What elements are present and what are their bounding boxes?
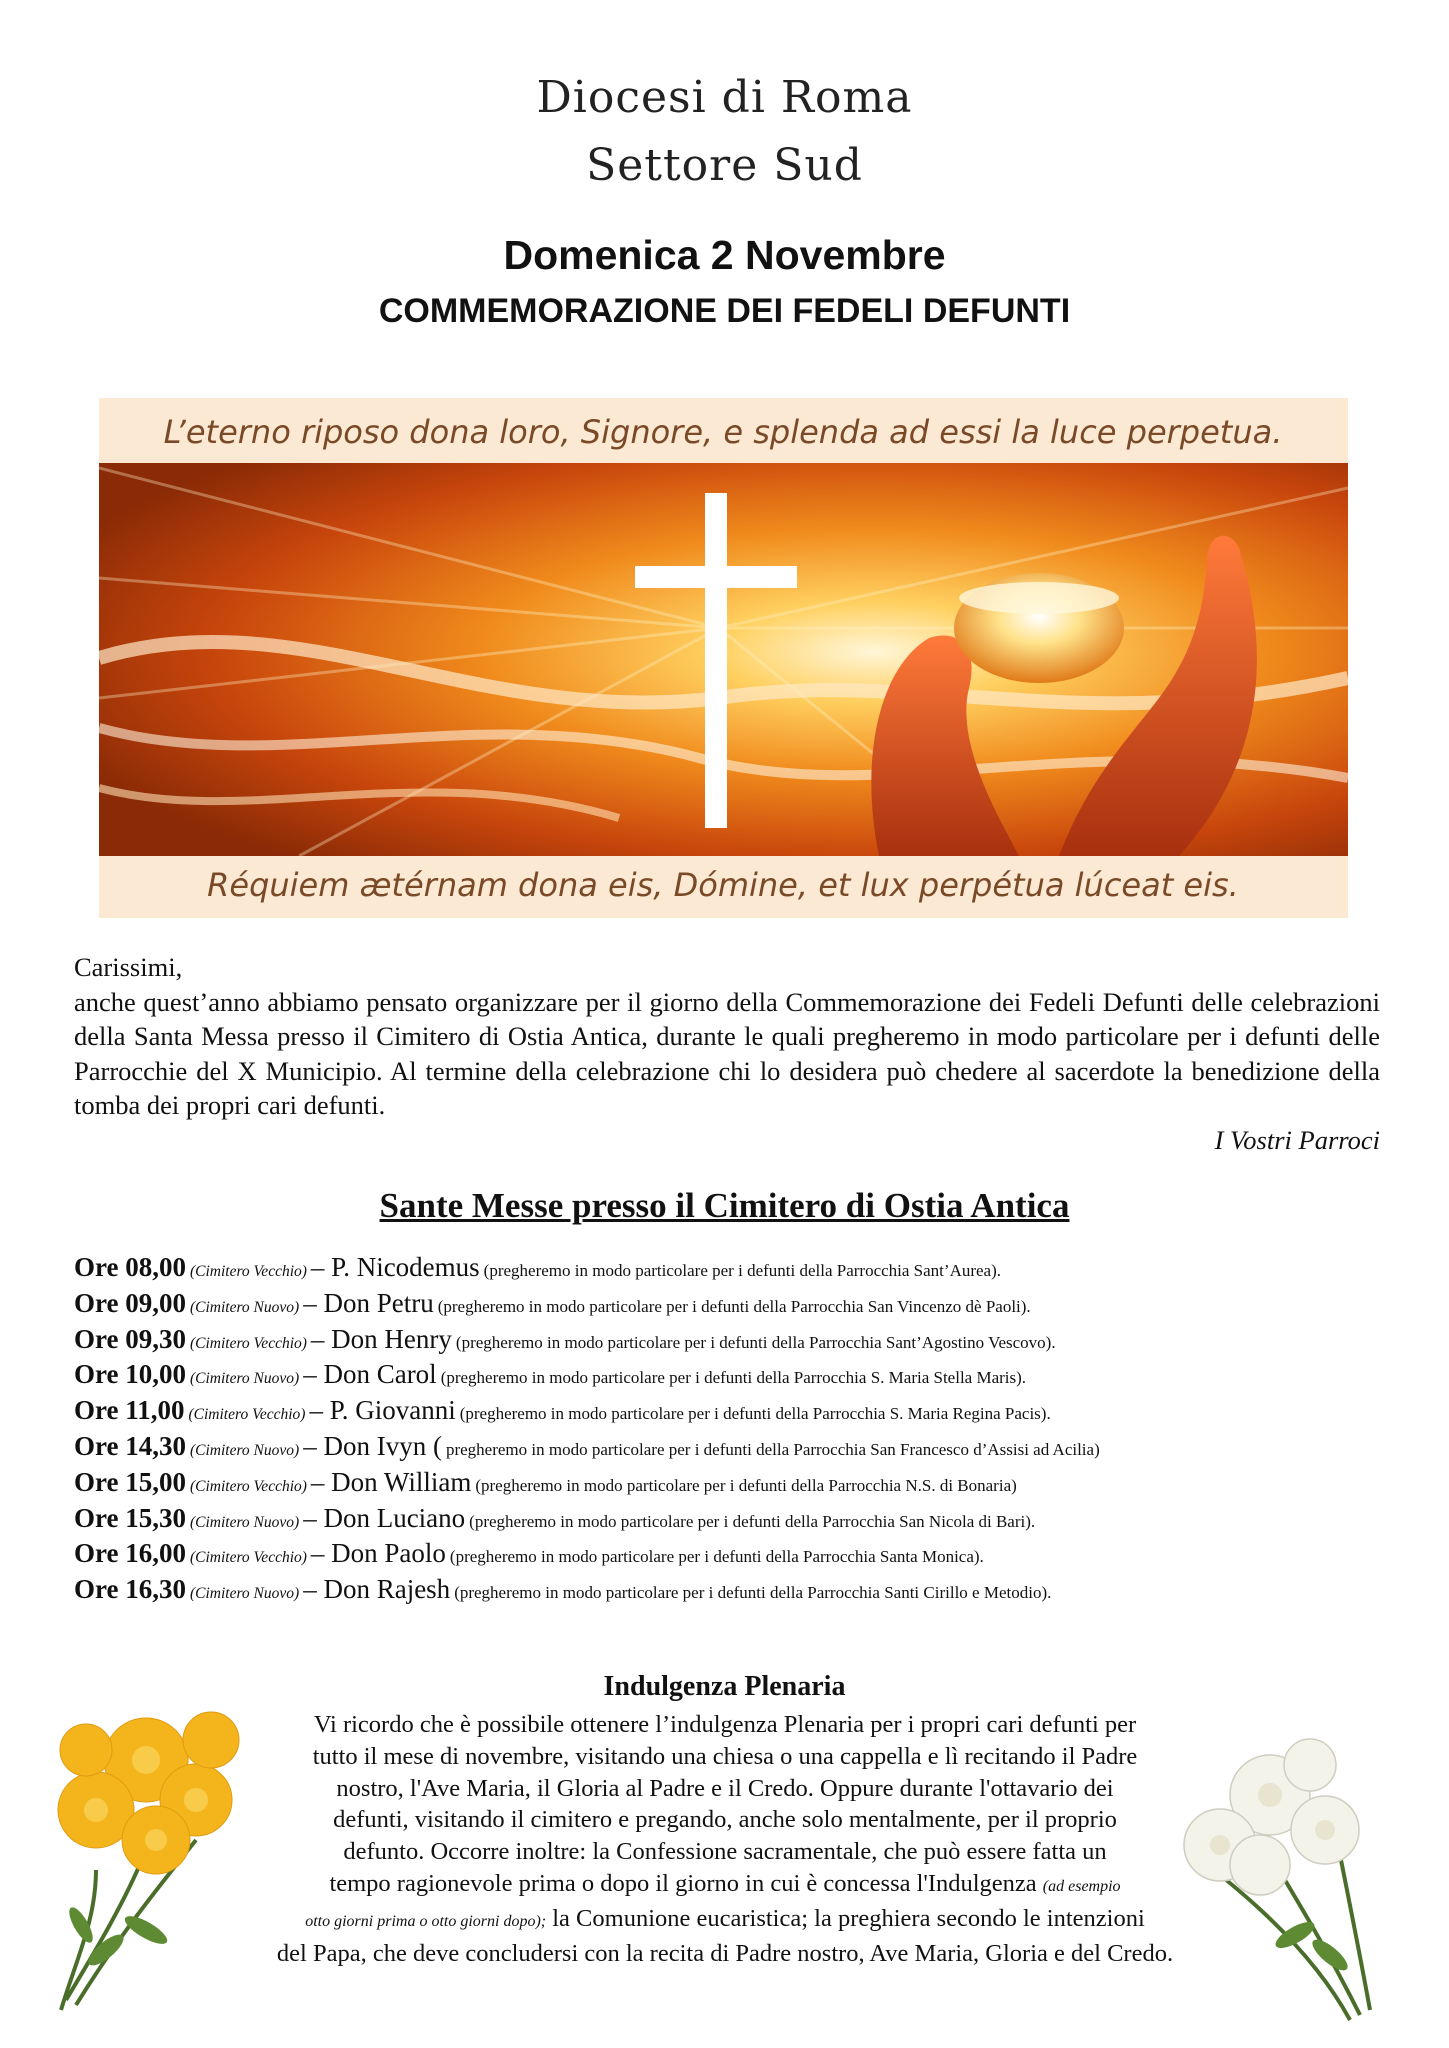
indulgence-line: defunto. Occorre inoltre: la Confessione sacramentale, che può essere fatta un: [343, 1838, 1107, 1866]
page-subtitle: COMMEMORAZIONE DEI FEDELI DEFUNTI: [378, 292, 1071, 330]
mass-priest: Don Paolo: [331, 1538, 446, 1569]
mass-row: [74, 1572, 1414, 1608]
mass-description: (pregheremo in modo particolare per i defunti della Parrocchia Sant’Aurea).: [483, 1261, 1002, 1280]
mass-row: [74, 1250, 1414, 1286]
mass-time: Ore 11,00: [74, 1395, 185, 1426]
mass-description: (pregheremo in modo particolare per i defunti della Parrocchia S. Maria Stella Maris).: [440, 1368, 1027, 1388]
banner-illustration: [99, 398, 1348, 918]
mass-row: [74, 1322, 1414, 1358]
mass-time: Ore 16,30: [74, 1574, 186, 1605]
mass-dash: –: [310, 1252, 332, 1282]
letter-greeting: Carissimi,: [74, 952, 183, 982]
mass-location: (Cimitero Nuovo): [189, 1298, 300, 1316]
mass-location: (Cimitero Nuovo): [189, 1370, 300, 1388]
mass-priest: Don William: [331, 1466, 472, 1497]
mass-time: Ore 16,00: [74, 1538, 186, 1569]
indulgence-line: del Papa, che deve concludersi con la recita di Padre nostro, Ave Maria, Gloria e del Credo.: [276, 1939, 1174, 1967]
masses-title: Sante Messe presso il Cimitero di Ostia Antica: [379, 1186, 1070, 1225]
mass-time: Ore 15,30: [74, 1502, 186, 1533]
mass-description: pregheremo in modo particolare per i defunti della Parrocchia San Francesco d’Assisi ad Acilia): [445, 1439, 1100, 1459]
mass-priest: Don Petru: [323, 1287, 434, 1318]
mass-priest: Don Henry: [331, 1323, 452, 1354]
mass-description: (pregheremo in modo particolare per i defunti della Parrocchia Sant’Agostino Vescovo).: [455, 1332, 1056, 1352]
mass-dash: –: [309, 1395, 330, 1426]
indulgence-line: defunti, visitando il cimitero e pregando, anche solo mentalmente, per il proprio: [333, 1806, 1117, 1834]
mass-description: (pregheremo in modo particolare per i defunti della Parrocchia San Nicola di Bari).: [469, 1511, 1036, 1531]
white-flowers: [1160, 1725, 1400, 2030]
indulgence-line6-main: tempo ragionevole prima o dopo il giorno in cui è concessa l'Indulgenza: [329, 1869, 1037, 1897]
yellow-flowers-icon: [36, 1700, 266, 2020]
indulgence-line: Vi ricordo che è possibile ottenere l’indulgenza Plenaria per i propri cari defunti per: [313, 1711, 1137, 1738]
mass-time: Ore 15,00: [74, 1466, 186, 1497]
indulgence-line: [140, 1868, 1310, 1903]
mass-dash: –: [310, 1538, 332, 1569]
mass-dash: –: [303, 1502, 324, 1533]
mass-location: (Cimitero Vecchio): [189, 1549, 307, 1567]
letter-signature: I Vostri Parroci: [1214, 1124, 1380, 1155]
indulgence-text: [140, 1709, 1310, 1969]
indulgence-line7-small: otto giorni prima o otto giorni dopo);: [305, 1912, 547, 1930]
mass-description: (pregheremo in modo particolare per i defunti della Parrocchia S. Maria Regina Pacis).: [459, 1404, 1051, 1424]
mass-location: (Cimitero Nuovo): [189, 1441, 300, 1459]
page-date-title: Domenica 2 Novembre: [503, 232, 946, 278]
indulgence-title: Indulgenza Plenaria: [603, 1671, 846, 1702]
indulgence-line6-small: (ad esempio: [1042, 1877, 1121, 1895]
mass-priest: P. Giovanni: [329, 1395, 456, 1426]
mass-location: (Cimitero Vecchio): [188, 1406, 306, 1424]
letter: [74, 950, 1380, 1157]
mass-dash: –: [310, 1323, 332, 1354]
mass-description: (pregheremo in modo particolare per i defunti della Parrocchia N.S. di Bonaria): [475, 1475, 1017, 1495]
mass-time: Ore 14,30: [74, 1430, 186, 1461]
masses-list: [74, 1250, 1414, 1608]
mass-priest: P. Nicodemus: [331, 1252, 480, 1282]
mass-time: Ore 08,00: [74, 1252, 186, 1282]
mass-time: Ore 09,00: [74, 1287, 186, 1318]
mass-priest: Don Rajesh: [323, 1574, 451, 1605]
mass-dash: –: [310, 1466, 332, 1497]
yellow-flowers: [36, 1700, 266, 2025]
mass-dash: –: [303, 1574, 324, 1605]
mass-priest: Don Carol: [323, 1359, 437, 1390]
mass-priest: Don Luciano: [323, 1502, 466, 1533]
mass-location: (Cimitero Nuovo): [189, 1585, 300, 1603]
banner-top-text: L’eterno riposo dona loro, Signore, e splenda ad essi la luce perpetua.: [163, 413, 1283, 451]
mass-location: (Cimitero Vecchio): [189, 1334, 307, 1352]
mass-row: [74, 1393, 1414, 1429]
mass-description: (pregheremo in modo particolare per i defunti della Parrocchia Santa Monica).: [449, 1547, 984, 1567]
mass-description: (pregheremo in modo particolare per i defunti della Parrocchia Santi Cirillo e Metodio).: [454, 1583, 1052, 1603]
mass-time: Ore 09,30: [74, 1323, 186, 1354]
mass-priest: Don Ivyn (: [323, 1430, 442, 1461]
mass-row: [74, 1465, 1414, 1501]
diocese-title: Diocesi di Roma: [536, 72, 913, 123]
mass-row: [74, 1357, 1414, 1393]
mass-row: [74, 1501, 1414, 1537]
white-flowers-icon: [1160, 1725, 1400, 2025]
mass-dash: –: [303, 1359, 324, 1390]
mass-dash: –: [303, 1287, 324, 1318]
mass-row: [74, 1536, 1414, 1572]
mass-row: [74, 1286, 1414, 1322]
indulgence-line: tutto il mese di novembre, visitando una chiesa o una cappella e lì recitando il Padre: [312, 1742, 1138, 1770]
letter-body: anche quest’anno abbiamo pensato organizzare per il giorno della Commemorazione dei Fedeli Defunti delle celebrazioni della Santa Messa presso il Cimitero di Ostia Antica, durante le quali pregheremo in modo particolare per i defunti delle Parrocchie del X Municipio. Al termine della celebrazione chi lo desidera può chedere al sacerdote la benedizione della tomba dei propri cari defunti.: [74, 986, 1380, 1120]
sector-title: Settore Sud: [586, 140, 863, 191]
mass-dash: –: [303, 1430, 324, 1461]
mass-time: Ore 10,00: [74, 1359, 186, 1390]
indulgence-line: [140, 1903, 1310, 1938]
mass-location: (Cimitero Vecchio): [189, 1477, 307, 1495]
mass-location: (Cimitero Vecchio): [189, 1263, 307, 1280]
requiem-banner: [99, 398, 1348, 918]
banner-bottom-text: Réquiem ætérnam dona eis, Dómine, et lux perpétua lúceat eis.: [207, 866, 1239, 904]
mass-location: (Cimitero Nuovo): [189, 1513, 300, 1531]
mass-description: (pregheremo in modo particolare per i defunti della Parrocchia San Vincenzo dè Paoli).: [437, 1296, 1031, 1316]
indulgence-line: nostro, l'Ave Maria, il Gloria al Padre e il Credo. Oppure durante l'ottavario dei: [336, 1774, 1114, 1802]
mass-row: [74, 1429, 1414, 1465]
indulgence-line7-main: la Comunione eucaristica; la preghiera secondo le intenzioni: [552, 1904, 1145, 1932]
